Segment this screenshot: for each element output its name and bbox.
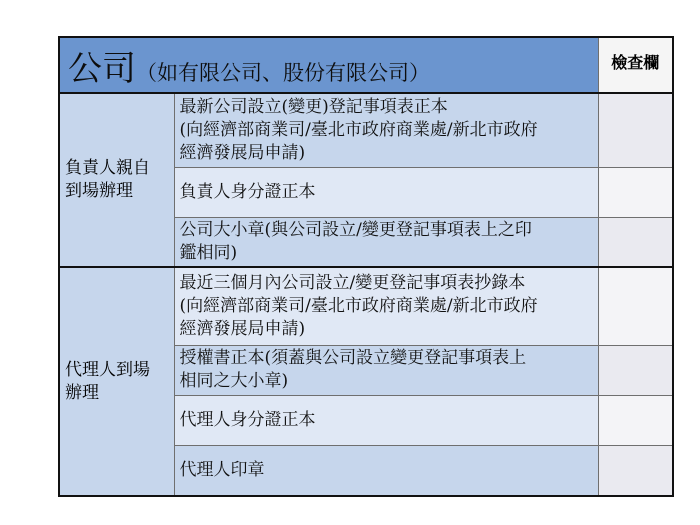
group-label-agent xyxy=(59,267,174,496)
checklist-item xyxy=(174,395,598,445)
group-label-line: 負責人親自 xyxy=(65,158,150,178)
check-cell[interactable] xyxy=(598,93,673,167)
table-row xyxy=(59,267,673,345)
checklist-item xyxy=(174,167,598,217)
group-label-self xyxy=(59,93,174,267)
checklist-item xyxy=(174,93,598,167)
item-text-line: 相同之大小章) xyxy=(179,371,289,391)
item-text-line: 代理人身分證正本 xyxy=(179,409,316,430)
title-subtitle: （如有限公司、股份有限公司） xyxy=(136,60,430,85)
checklist-table xyxy=(58,36,674,497)
table-row xyxy=(59,93,673,167)
check-cell[interactable] xyxy=(598,445,673,496)
item-text-line: (向經濟部商業司/臺北市政府商業處/新北市政府 xyxy=(179,119,538,140)
header-row xyxy=(59,37,673,93)
item-text-line: (向經濟部商業司/臺北市政府商業處/新北市政府 xyxy=(179,295,538,316)
check-cell[interactable] xyxy=(598,267,673,345)
item-text-line: 最新公司設立(變更)登記事項表正本 xyxy=(179,96,448,117)
checklist-item xyxy=(174,345,598,395)
check-column-header: 檢查欄 xyxy=(598,37,673,93)
check-cell[interactable] xyxy=(598,395,673,445)
item-text-line: 授權書正本(須蓋與公司設立變更登記事項表上 xyxy=(179,348,527,368)
checklist-item xyxy=(174,217,598,267)
group-label-line: 辦理 xyxy=(65,382,99,403)
item-text-line: 鑑相同) xyxy=(179,242,238,263)
checklist-item xyxy=(174,267,598,345)
check-cell[interactable] xyxy=(598,167,673,217)
item-text-line: 經濟發展局申請) xyxy=(179,142,306,163)
item-text-line: 公司大小章(與公司設立/變更登記事項表上之印 xyxy=(179,219,532,240)
item-text-line: 經濟發展局申請) xyxy=(179,318,306,339)
item-text-line: 最近三個月內公司設立/變更登記事項表抄錄本 xyxy=(179,272,526,293)
item-text-line: 負責人身分證正本 xyxy=(179,181,316,202)
check-cell[interactable] xyxy=(598,217,673,267)
table-title xyxy=(59,37,598,93)
group-label-line: 代理人到場 xyxy=(65,359,150,380)
group-label-line: 到場辦理 xyxy=(65,181,133,201)
checklist-item xyxy=(174,445,598,496)
item-text-line: 代理人印章 xyxy=(179,459,265,480)
check-cell[interactable] xyxy=(598,345,673,395)
title-main: 公司 xyxy=(68,48,136,89)
